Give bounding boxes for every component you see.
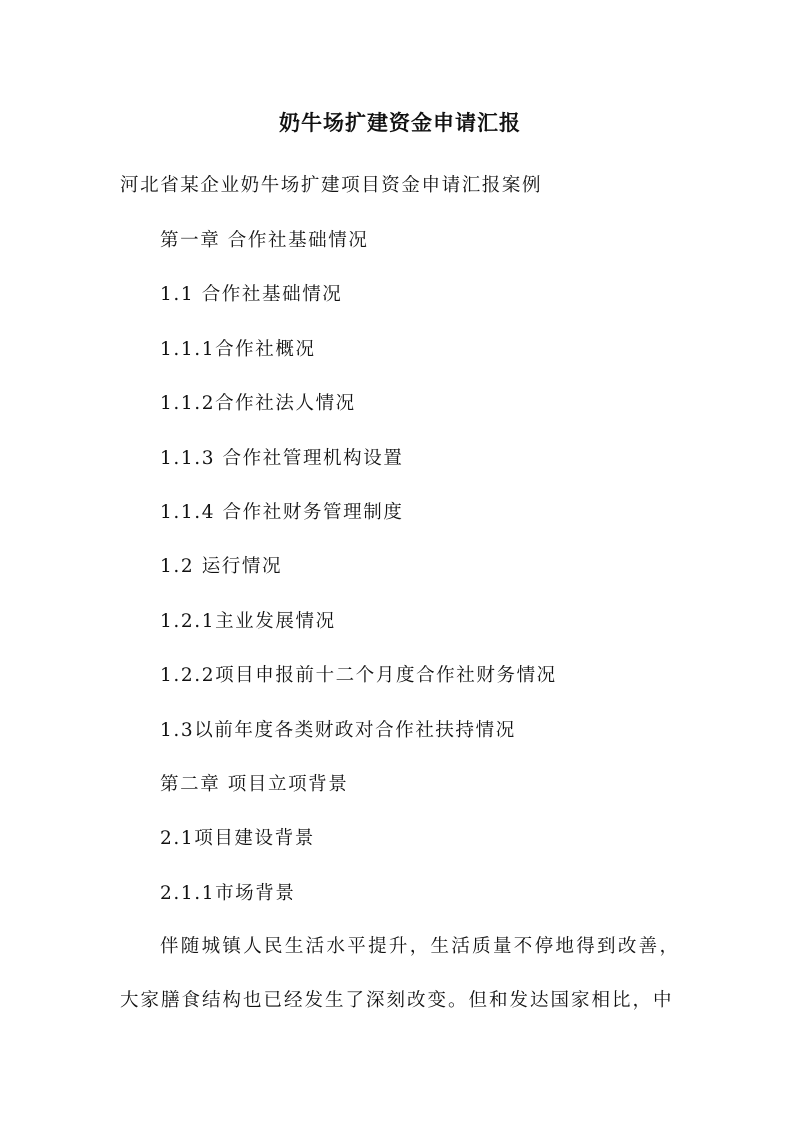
toc-section-1-2: 1.2 运行情况	[160, 556, 283, 577]
toc-section-1-2-2: 1.2.2项目申报前十二个月度合作社财务情况	[160, 665, 557, 686]
toc-section-1-1-2: 1.1.2合作社法人情况	[160, 393, 356, 414]
document-subtitle: 河北省某企业奶牛场扩建项目资金申请汇报案例	[120, 175, 543, 196]
toc-chapter-1: 第一章 合作社基础情况	[160, 230, 369, 251]
toc-section-1-1: 1.1 合作社基础情况	[160, 284, 343, 305]
toc-section-1-1-1: 1.1.1合作社概况	[160, 339, 316, 360]
toc-section-1-1-4: 1.1.4 合作社财务管理制度	[160, 502, 404, 523]
toc-section-1-1-3: 1.1.3 合作社管理机构设置	[160, 448, 404, 469]
toc-section-2-1-1: 2.1.1市场背景	[160, 883, 296, 904]
toc-chapter-2: 第二章 项目立项背景	[160, 774, 349, 795]
body-paragraph: 伴随城镇人民生活水平提升，生活质量不停地得到改善，大家膳食结构也已经发生了深刻改变。但和发达国家相比，中	[120, 936, 680, 1011]
document-title: 奶牛场扩建资金申请汇报	[279, 110, 521, 135]
toc-section-2-1: 2.1项目建设背景	[160, 828, 315, 849]
toc-section-1-3: 1.3以前年度各类财政对合作社扶持情况	[160, 720, 516, 741]
toc-section-1-2-1: 1.2.1主业发展情况	[160, 611, 336, 632]
